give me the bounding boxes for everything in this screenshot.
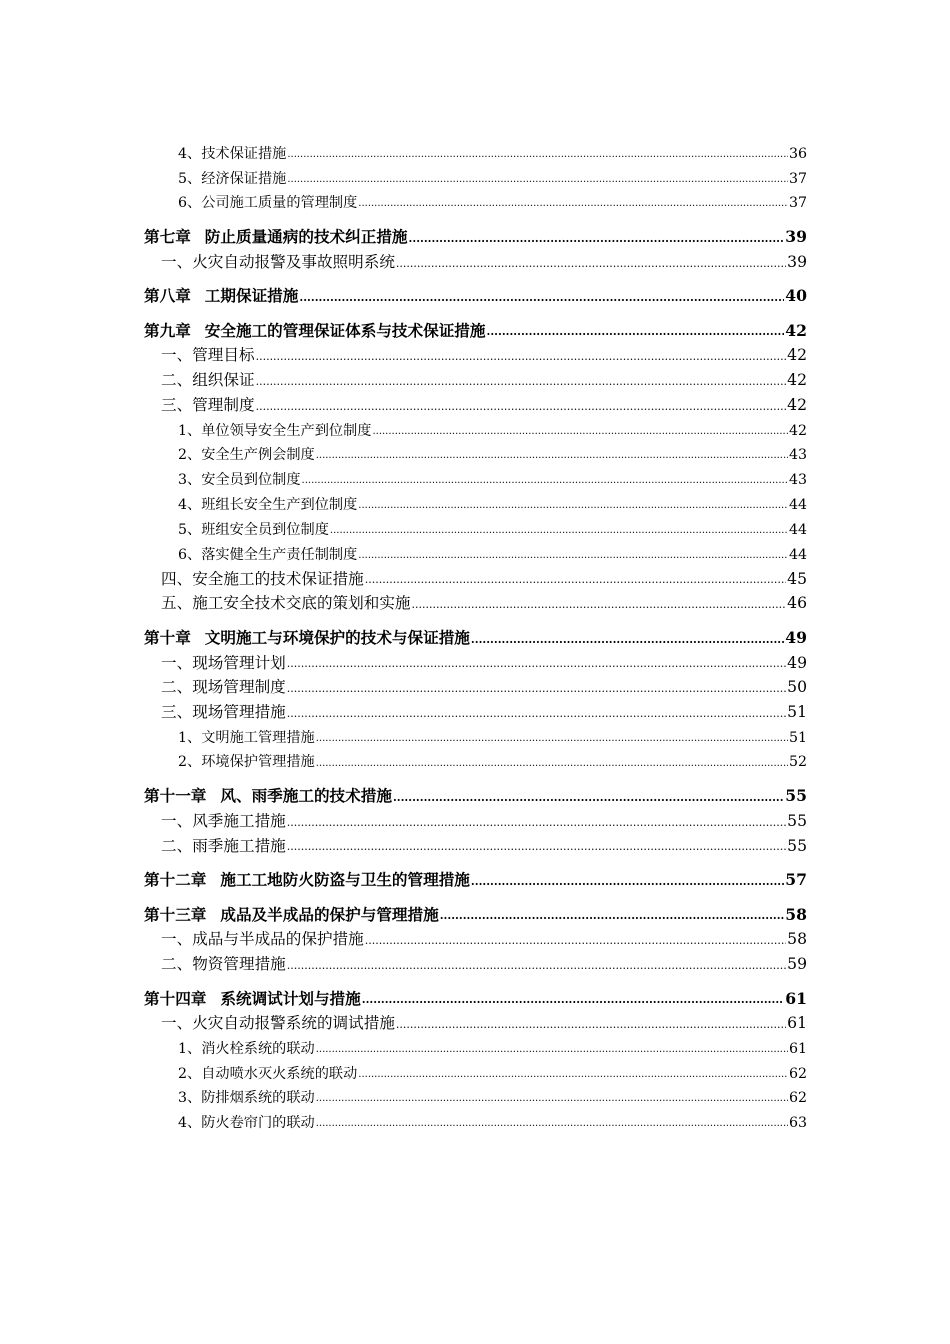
toc-page-number: 52	[788, 754, 807, 771]
toc-entry-title: 一、火灾自动报警及事故照明系统	[161, 252, 395, 271]
toc-subsection-entry[interactable]	[144, 1033, 807, 1058]
toc-dot-leader	[362, 994, 785, 1008]
toc-entry-title: 五、施工安全技术交底的策划和实施	[161, 594, 411, 613]
toc-entry-title: 5、经济保证措施	[178, 170, 287, 187]
toc-chapter-entry[interactable]	[144, 623, 807, 648]
toc-dot-leader	[287, 175, 788, 188]
toc-page-number: 42	[787, 396, 807, 415]
toc-dot-leader	[287, 817, 786, 831]
toc-chapter-number: 第十一章	[144, 786, 207, 806]
toc-chapter-number: 第十三章	[144, 904, 207, 924]
toc-page-number: 44	[788, 496, 807, 513]
toc-subsection-entry[interactable]	[144, 163, 807, 188]
toc-page-number: 51	[788, 729, 807, 746]
toc-dot-leader	[471, 876, 784, 890]
toc-entry-title: 三、现场管理措施	[161, 703, 286, 722]
toc-chapter-title: 系统调试计划与措施	[220, 988, 361, 1008]
toc-entry-title: 1、单位领导安全生产到位制度	[178, 422, 372, 439]
toc-chapter-title: 工期保证措施	[204, 286, 299, 306]
toc-page-number: 61	[788, 1040, 807, 1057]
toc-page-number: 46	[787, 594, 807, 613]
toc-page-number: 36	[788, 145, 807, 162]
toc-page-number: 43	[788, 472, 807, 489]
toc-dot-leader	[358, 1070, 788, 1083]
toc-chapter-entry[interactable]	[144, 899, 807, 924]
toc-page-number: 50	[787, 678, 807, 697]
toc-chapter-title: 防止质量通病的技术纠正措施	[204, 227, 408, 247]
toc-subsection-entry[interactable]	[144, 747, 807, 772]
toc-gap	[144, 613, 807, 623]
toc-page-number: 58	[787, 930, 807, 949]
toc-section-entry[interactable]	[144, 365, 807, 390]
toc-section-entry[interactable]	[144, 806, 807, 831]
toc-entry-title	[144, 629, 470, 648]
toc-entry-title: 1、文明施工管理措施	[178, 729, 315, 746]
toc-entry-title: 1、消火栓系统的联动	[178, 1040, 315, 1057]
toc-page-number: 44	[788, 546, 807, 563]
toc-gap	[144, 974, 807, 984]
toc-dot-leader	[396, 1019, 786, 1033]
toc-entry-title: 2、安全生产例会制度	[178, 447, 315, 464]
toc-chapter-title: 成品及半成品的保护与管理措施	[220, 904, 439, 924]
toc-dot-leader	[358, 199, 788, 212]
toc-page-number: 39	[785, 227, 807, 247]
toc-dot-leader	[393, 792, 784, 806]
toc-gap	[144, 212, 807, 222]
toc-dot-leader	[440, 910, 785, 924]
toc-chapter-entry[interactable]	[144, 222, 807, 247]
toc-entry-title	[144, 322, 486, 341]
toc-section-entry[interactable]	[144, 1008, 807, 1033]
toc-entry-title: 四、安全施工的技术保证措施	[161, 569, 364, 588]
toc-section-entry[interactable]	[144, 390, 807, 415]
toc-chapter-number: 第九章	[144, 320, 191, 340]
toc-dot-leader	[316, 451, 788, 464]
toc-dot-leader	[287, 658, 786, 672]
toc-page-number: 55	[785, 786, 807, 806]
toc-dot-leader	[287, 960, 786, 974]
toc-chapter-entry[interactable]	[144, 781, 807, 806]
toc-page-number: 49	[785, 627, 807, 647]
toc-entry-title: 二、现场管理制度	[161, 678, 286, 697]
toc-page-number: 42	[785, 320, 807, 340]
toc-page-number: 55	[787, 836, 807, 855]
toc-section-entry[interactable]	[144, 564, 807, 589]
toc-section-entry[interactable]	[144, 648, 807, 673]
toc-entry-title	[144, 990, 361, 1009]
toc-entry-title: 一、风季施工措施	[161, 811, 286, 830]
toc-gap	[144, 890, 807, 900]
toc-gap	[144, 306, 807, 316]
toc-dot-leader	[358, 551, 788, 564]
toc-section-entry[interactable]	[144, 949, 807, 974]
toc-entry-title	[144, 871, 470, 890]
toc-subsection-entry[interactable]	[144, 1083, 807, 1108]
toc-entry-title	[144, 906, 439, 925]
toc-entry-title: 4、班组长安全生产到位制度	[178, 496, 358, 513]
toc-section-entry[interactable]	[144, 247, 807, 272]
toc-dot-leader	[256, 376, 787, 390]
toc-dot-leader	[287, 683, 786, 697]
toc-dot-leader	[409, 233, 785, 247]
toc-chapter-title: 安全施工的管理保证体系与技术保证措施	[204, 320, 486, 340]
toc-entry-title	[144, 787, 392, 806]
toc-chapter-entry[interactable]	[144, 316, 807, 341]
toc-dot-leader	[302, 476, 788, 489]
toc-entry-title: 6、落实健全生产责任制制度	[178, 546, 358, 563]
toc-dot-leader	[365, 935, 786, 949]
toc-dot-leader	[487, 326, 785, 340]
toc-subsection-entry[interactable]	[144, 514, 807, 539]
toc-page-number: 51	[787, 703, 807, 722]
toc-section-entry[interactable]	[144, 924, 807, 949]
toc-dot-leader	[299, 292, 784, 306]
toc-chapter-number: 第十二章	[144, 870, 207, 890]
toc-dot-leader	[396, 258, 786, 272]
toc-dot-leader	[287, 708, 786, 722]
toc-page-number: 37	[788, 195, 807, 212]
toc-chapter-number: 第十章	[144, 627, 191, 647]
toc-dot-leader	[412, 599, 787, 613]
toc-entry-title: 二、物资管理措施	[161, 955, 286, 974]
toc-chapter-entry[interactable]	[144, 281, 807, 306]
toc-dot-leader	[330, 526, 788, 539]
toc-entry-title: 三、管理制度	[161, 396, 255, 415]
toc-section-entry[interactable]	[144, 340, 807, 365]
toc-gap	[144, 772, 807, 782]
toc-section-entry[interactable]	[144, 831, 807, 856]
toc-chapter-title: 文明施工与环境保护的技术与保证措施	[204, 627, 470, 647]
toc-chapter-entry[interactable]	[144, 983, 807, 1008]
toc-dot-leader	[372, 427, 787, 440]
toc-subsection-entry[interactable]	[144, 138, 807, 163]
toc-subsection-entry[interactable]	[144, 539, 807, 564]
toc-page-number: 49	[787, 653, 807, 672]
toc-page-number: 62	[788, 1065, 807, 1082]
toc-dot-leader	[316, 734, 788, 747]
toc-entry-title: 二、组织保证	[161, 371, 255, 390]
toc-chapter-number: 第七章	[144, 227, 191, 247]
toc-page-number: 42	[787, 346, 807, 365]
table-of-contents	[144, 138, 807, 1132]
toc-subsection-entry[interactable]	[144, 722, 807, 747]
toc-entry-title: 3、安全员到位制度	[178, 472, 301, 489]
toc-entry-title: 4、技术保证措施	[178, 145, 287, 162]
toc-page-number: 59	[787, 955, 807, 974]
toc-subsection-entry[interactable]	[144, 464, 807, 489]
toc-gap	[144, 855, 807, 865]
toc-subsection-entry[interactable]	[144, 1058, 807, 1083]
toc-subsection-entry[interactable]	[144, 1107, 807, 1132]
toc-page-number: 55	[787, 811, 807, 830]
toc-page-number: 58	[785, 904, 807, 924]
toc-page-number: 63	[788, 1115, 807, 1132]
toc-dot-leader	[316, 1094, 788, 1107]
toc-entry-title: 一、成品与半成品的保护措施	[161, 930, 364, 949]
toc-entry-title: 一、火灾自动报警系统的调试措施	[161, 1014, 395, 1033]
toc-page-number: 39	[787, 252, 807, 271]
toc-subsection-entry[interactable]	[144, 489, 807, 514]
toc-chapter-title: 风、雨季施工的技术措施	[220, 786, 392, 806]
toc-dot-leader	[287, 150, 788, 163]
toc-entry-title	[144, 228, 408, 247]
toc-entry-title: 6、公司施工质量的管理制度	[178, 195, 358, 212]
toc-gap	[144, 272, 807, 282]
toc-chapter-title: 施工工地防火防盗与卫生的管理措施	[220, 870, 470, 890]
toc-subsection-entry[interactable]	[144, 440, 807, 465]
toc-dot-leader	[316, 1045, 788, 1058]
toc-chapter-number: 第十四章	[144, 988, 207, 1008]
toc-page-number: 40	[785, 286, 807, 306]
toc-entry-title: 一、现场管理计划	[161, 653, 286, 672]
toc-chapter-entry[interactable]	[144, 865, 807, 890]
toc-dot-leader	[471, 634, 784, 648]
toc-page-number: 42	[787, 371, 807, 390]
toc-page-number: 37	[788, 170, 807, 187]
toc-chapter-number: 第八章	[144, 286, 191, 306]
toc-entry-title: 4、防火卷帘门的联动	[178, 1115, 315, 1132]
toc-dot-leader	[316, 1119, 788, 1132]
toc-page-number: 42	[788, 422, 807, 439]
toc-page-number: 62	[788, 1090, 807, 1107]
toc-page-number: 61	[785, 988, 807, 1008]
toc-entry-title: 2、自动喷水灭火系统的联动	[178, 1065, 358, 1082]
toc-subsection-entry[interactable]	[144, 188, 807, 213]
toc-dot-leader	[256, 351, 787, 365]
toc-entry-title: 二、雨季施工措施	[161, 836, 286, 855]
toc-entry-title: 2、环境保护管理措施	[178, 754, 315, 771]
toc-dot-leader	[365, 574, 786, 588]
toc-subsection-entry[interactable]	[144, 415, 807, 440]
toc-page-number: 61	[787, 1014, 807, 1033]
toc-page-number: 44	[788, 521, 807, 538]
toc-dot-leader	[316, 759, 788, 772]
toc-section-entry[interactable]	[144, 697, 807, 722]
toc-section-entry[interactable]	[144, 672, 807, 697]
toc-entry-title: 一、管理目标	[161, 346, 255, 365]
toc-entry-title: 3、防排烟系统的联动	[178, 1090, 315, 1107]
toc-entry-title	[144, 287, 298, 306]
toc-dot-leader	[358, 501, 788, 514]
toc-dot-leader	[287, 841, 786, 855]
toc-dot-leader	[256, 401, 787, 415]
toc-page-number: 43	[788, 447, 807, 464]
toc-section-entry[interactable]	[144, 588, 807, 613]
toc-entry-title: 5、班组安全员到位制度	[178, 521, 329, 538]
toc-page-number: 57	[785, 870, 807, 890]
toc-page-number: 45	[787, 569, 807, 588]
